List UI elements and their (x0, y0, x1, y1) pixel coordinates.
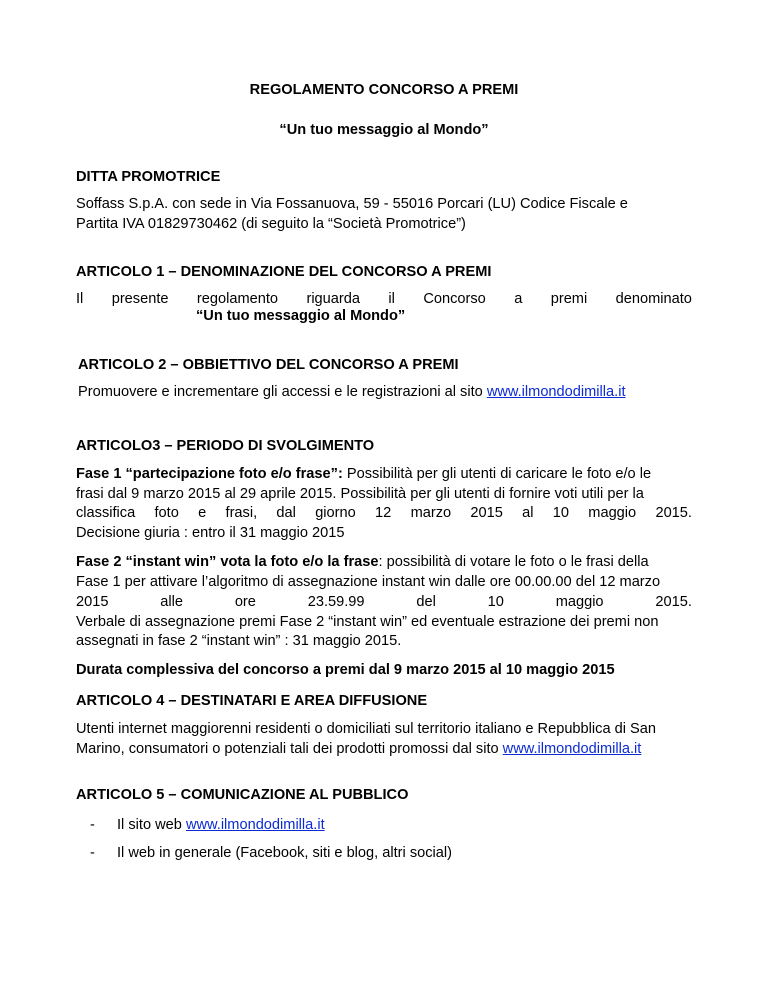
art4-heading: ARTICOLO 4 – DESTINATARI E AREA DIFFUSIONE (76, 693, 428, 709)
art1-heading: ARTICOLO 1 – DENOMINAZIONE DEL CONCORSO A PREMI (76, 264, 492, 280)
word: denominato (615, 291, 692, 307)
website-link[interactable]: www.ilmondodimilla.it (486, 384, 626, 400)
word: 23.59.99 (307, 594, 365, 610)
art3-heading: ARTICOLO3 – PERIODO DI SVOLGIMENTO (76, 438, 375, 454)
word: riguarda (306, 291, 360, 307)
durata-text: Durata complessiva del concorso a premi dal 9 marzo 2015 al 10 maggio 2015 (76, 662, 615, 678)
fase2-line (76, 593, 692, 611)
fase1-label: Fase 1 “partecipazione foto e/o frase”: (76, 466, 343, 482)
fase1-line (76, 465, 651, 483)
fase1-line: frasi dal 9 marzo 2015 al 29 aprile 2015. Possibilità per gli utenti di fornire voti utili per la (76, 486, 644, 502)
fase1-line: Decisione giuria : entro il 31 maggio 2015 (76, 525, 345, 541)
fase2-label: Fase 2 “instant win” vota la foto e/o la frase (76, 554, 379, 570)
word: al (522, 505, 534, 521)
word: ore (234, 594, 256, 610)
word: 10 (552, 505, 570, 521)
fase2-line (76, 553, 649, 571)
word: Concorso (423, 291, 486, 307)
word: 12 (375, 505, 392, 521)
word: alle (160, 594, 183, 610)
art4-line (76, 740, 641, 758)
fase1-line (76, 504, 692, 522)
art2-text: Promuovere e incrementare gli accessi e le registrazioni al sito (78, 384, 487, 400)
fase2-line: Fase 1 per attivare l’algoritmo di assegnazione instant win dalle ore 00.00.00 del 12 marzo (76, 574, 661, 590)
word: classifica (76, 505, 136, 521)
art2-paragraph (78, 383, 626, 401)
word: marzo (410, 505, 452, 521)
word: foto (154, 505, 179, 521)
fase2-line: Verbale di assegnazione premi Fase 2 “instant win” ed eventuale estrazione dei premi non (76, 614, 659, 630)
website-link[interactable]: www.ilmondodimilla.it (502, 741, 642, 757)
bullet-item: Il web in generale (Facebook, siti e blog, altri social) (117, 845, 453, 861)
word: 2015 (470, 505, 503, 521)
bullet-dash: - (90, 845, 95, 861)
ditta-line: Soffass S.p.A. con sede in Via Fossanuova, 59 - 55016 Porcari (LU) Codice Fiscale e (76, 196, 628, 212)
word: maggio (555, 594, 604, 610)
word: del (416, 594, 436, 610)
art4-text: Marino, consumatori o potenziali tali dei prodotti promossi dal sito (76, 741, 503, 757)
word: dal (276, 505, 296, 521)
bullet-item (117, 816, 325, 834)
bullet-dash: - (90, 817, 95, 833)
ditta-heading: DITTA PROMOTRICE (76, 169, 221, 185)
word: 2015 (76, 594, 109, 610)
word: a (514, 291, 523, 307)
art1-paragraph-line (76, 290, 692, 308)
word: maggio (588, 505, 637, 521)
fase2-line: assegnati in fase 2 “instant win” : 31 maggio 2015. (76, 633, 402, 649)
contest-name: “Un tuo messaggio al Mondo” (196, 308, 406, 324)
word: 10 (487, 594, 504, 610)
bullet-text: Il sito web (117, 817, 186, 833)
word: Il (76, 291, 84, 307)
word: presente (111, 291, 169, 307)
word: premi (550, 291, 588, 307)
document-subtitle: “Un tuo messaggio al Mondo” (279, 122, 489, 138)
document-title: REGOLAMENTO CONCORSO A PREMI (249, 82, 519, 98)
art2-heading: ARTICOLO 2 – OBBIETTIVO DEL CONCORSO A PREMI (78, 357, 459, 373)
word: frasi, (225, 505, 258, 521)
art5-heading: ARTICOLO 5 – COMUNICAZIONE AL PUBBLICO (76, 787, 409, 803)
word: 2015. (655, 594, 692, 610)
website-link[interactable]: www.ilmondodimilla.it (185, 817, 325, 833)
fase2-text: : possibilità di votare le foto o le frasi della (378, 554, 649, 570)
word: il (388, 291, 395, 307)
word: giorno (315, 505, 356, 521)
word: 2015. (655, 505, 692, 521)
fase1-text: Possibilità per gli utenti di caricare le foto e/o le (342, 466, 652, 482)
word: e (198, 505, 207, 521)
word: regolamento (196, 291, 279, 307)
art4-line: Utenti internet maggiorenni residenti o domiciliati sul territorio italiano e Repubblica di San (76, 721, 657, 737)
ditta-line: Partita IVA 01829730462 (di seguito la “Società Promotrice”) (76, 216, 466, 232)
